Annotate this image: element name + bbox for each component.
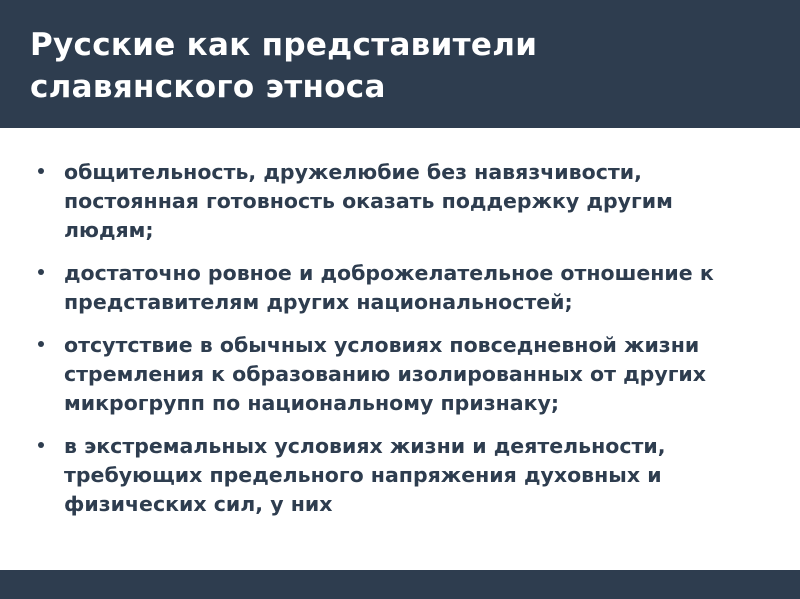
- bullet-text: отсутствие в обычных условиях повседневной жизни стремления к образованию изолированных от других микрогрупп по национальному признаку;: [64, 333, 706, 415]
- slide-title: [30, 24, 770, 108]
- bullet-list: [36, 158, 756, 533]
- bullet-item: [36, 331, 756, 418]
- bullet-icon: [38, 269, 44, 275]
- bullet-text: достаточно ровное и доброжелательное отношение к представителям других национальностей;: [64, 261, 714, 314]
- footer-bar: [0, 570, 800, 599]
- bullet-icon: [38, 442, 44, 448]
- bullet-text: общительность, дружелюбие без навязчивости, постоянная готовность оказать поддержку другим людям;: [64, 160, 673, 242]
- bullet-item: [36, 432, 756, 519]
- bullet-item: [36, 259, 756, 317]
- slide-title-line-1: Русские как представители: [30, 27, 538, 63]
- slide-content: [0, 128, 800, 570]
- title-bar: [0, 0, 800, 128]
- bullet-icon: [38, 168, 44, 174]
- slide-title-line-2: славянского этноса: [30, 69, 386, 105]
- bullet-icon: [38, 341, 44, 347]
- bullet-item: [36, 158, 756, 245]
- bullet-text: в экстремальных условиях жизни и деятельности, требующих предельного напряжения духовных и физических сил, у них: [64, 434, 666, 516]
